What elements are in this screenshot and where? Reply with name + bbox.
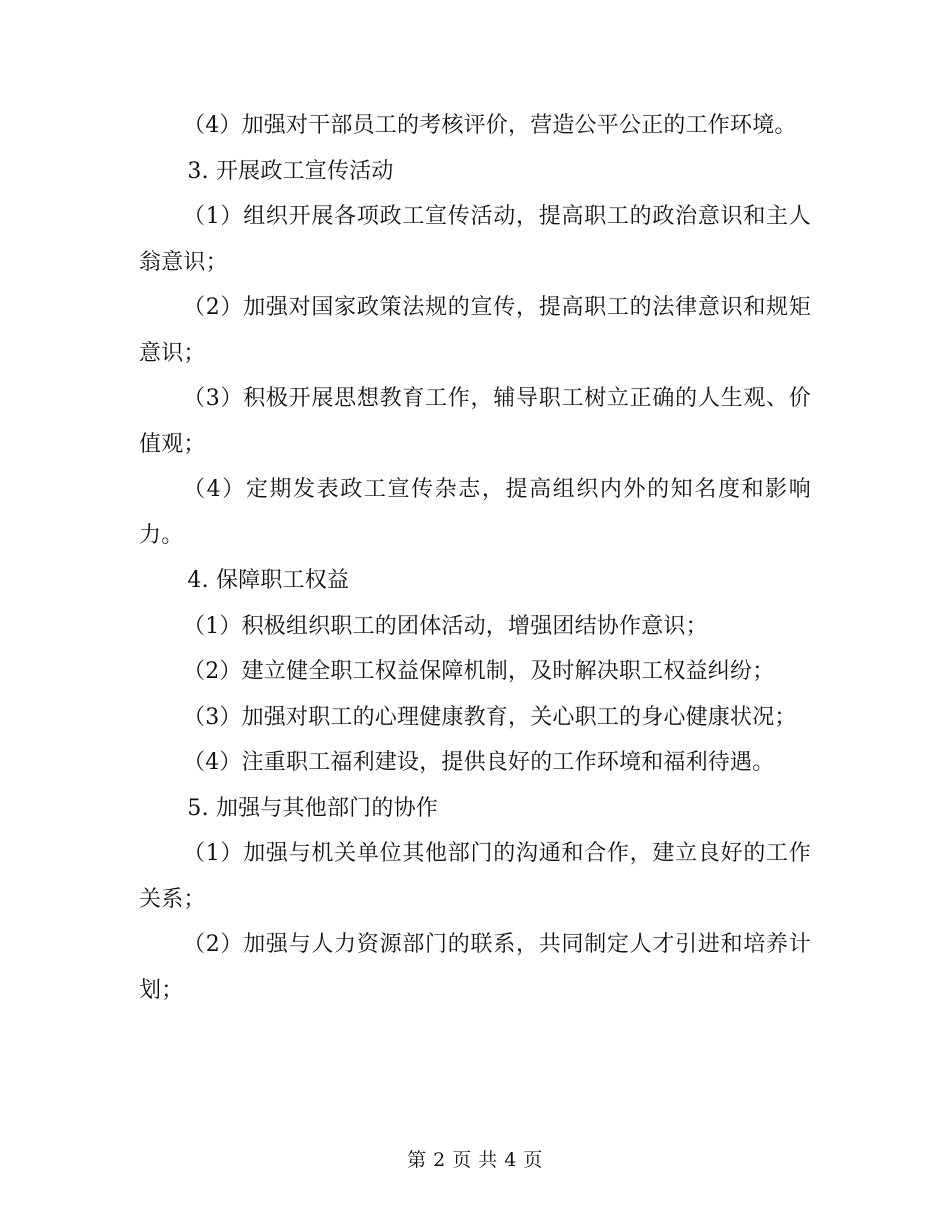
list-item: （1）加强与机关单位其他部门的沟通和合作，建立良好的工作关系； <box>139 841 811 912</box>
list-item: （1）组织开展各项政工宣传活动，提高职工的政治意识和主人翁意识； <box>139 204 811 275</box>
list-item: （4）加强对干部员工的考核评价，营造公平公正的工作环境。 <box>183 113 797 138</box>
list-item: （2）加强与人力资源部门的联系，共同制定人才引进和培养计划； <box>139 932 811 1003</box>
list-item: （3）积极开展思想教育工作，辅导职工树立正确的人生观、价值观； <box>139 386 811 457</box>
list-item: （4）注重职工福利建设，提供良好的工作环境和福利待遇。 <box>183 750 775 775</box>
section-heading: 5. 加强与其他部门的协作 <box>187 795 438 821</box>
document-body <box>139 103 811 1013</box>
section-heading: 3. 开展政工宣传活动 <box>187 158 394 184</box>
list-item: （4）定期发表政工宣传杂志，提高组织内外的知名度和影响力。 <box>139 477 811 548</box>
list-item: （1）积极组织职工的团体活动，增强团结协作意识； <box>183 613 708 639</box>
list-item: （2）加强对国家政策法规的宣传，提高职工的法律意识和规矩意识； <box>139 295 811 366</box>
list-item: （3）加强对职工的心理健康教育，关心职工的身心健康状况； <box>183 704 797 730</box>
section-heading: 4. 保障职工权益 <box>187 568 350 593</box>
list-item: （2）建立健全职工权益保障机制，及时解决职工权益纠纷； <box>183 659 775 684</box>
page-footer: 第 2 页 共 4 页 <box>407 1149 543 1171</box>
